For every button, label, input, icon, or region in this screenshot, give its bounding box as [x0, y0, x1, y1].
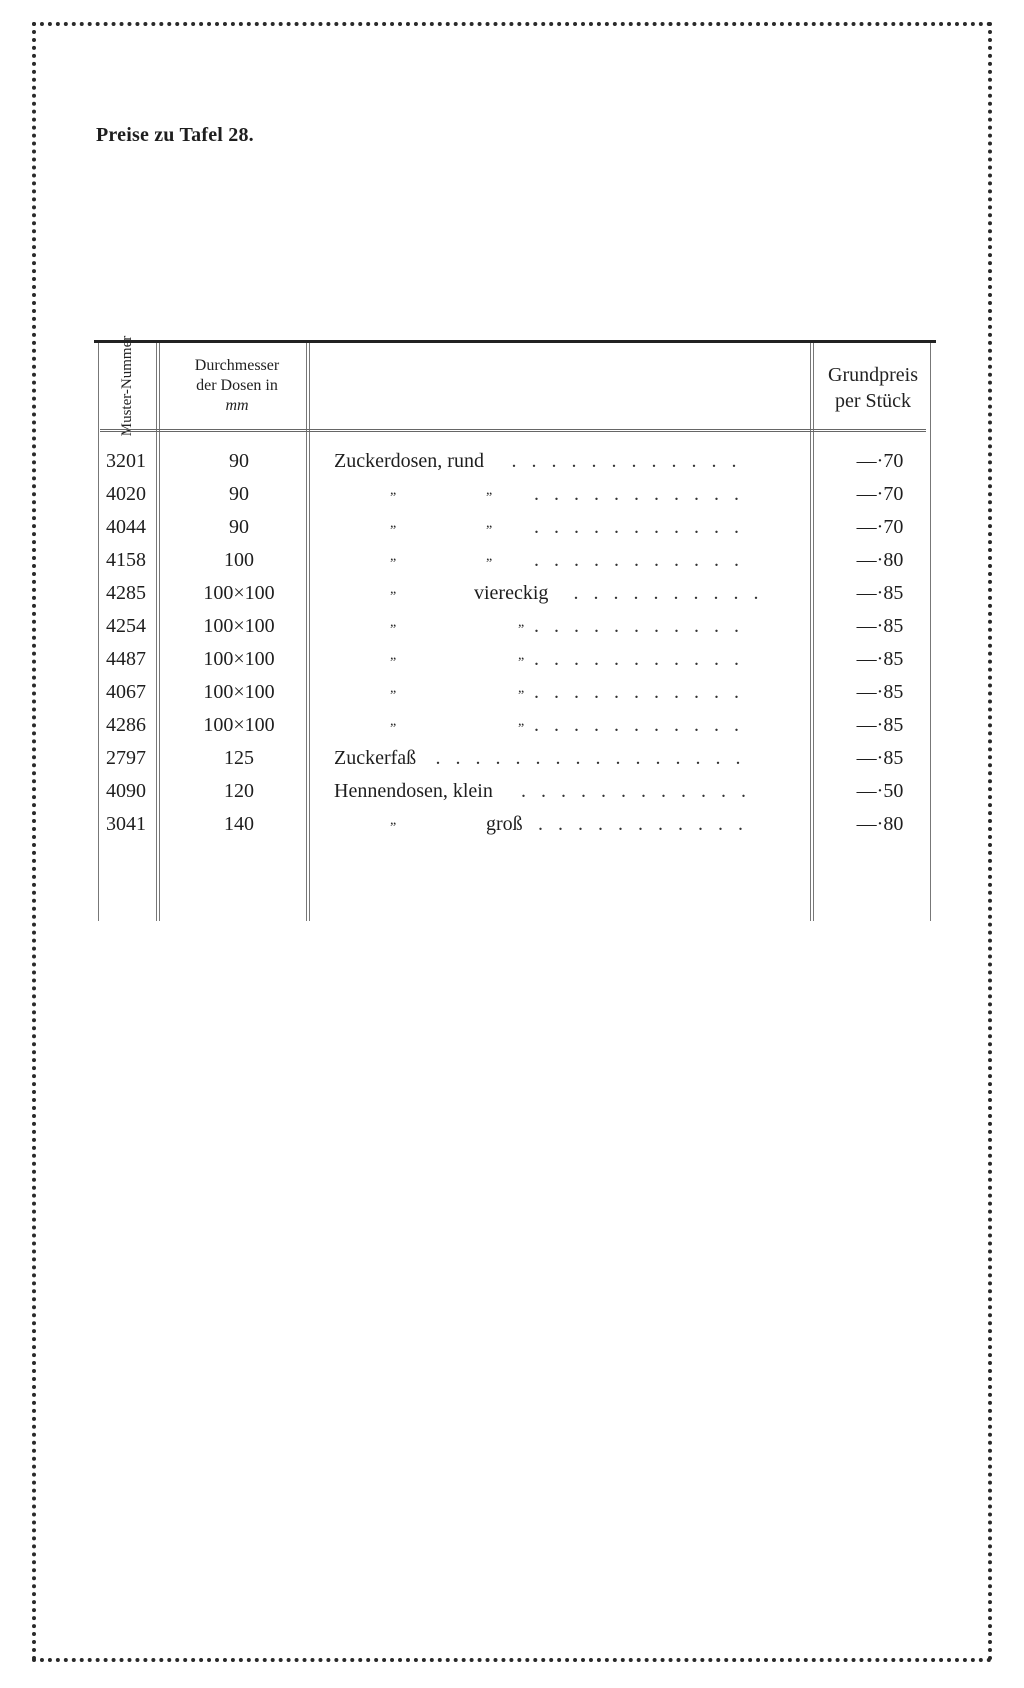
header-grundpreis-line2: per Stück	[834, 390, 912, 412]
durchmesser-cell: 90	[229, 516, 249, 538]
ditto-mark: „	[518, 681, 525, 696]
ditto-mark: „	[486, 549, 493, 564]
leader-dots: ...........	[534, 714, 754, 736]
header-durchmesser	[162, 356, 312, 416]
header-rule	[100, 429, 926, 432]
price-cell: —·80	[856, 549, 904, 571]
price-cell: —·70	[856, 516, 904, 538]
leader-dots: ...........	[534, 681, 754, 703]
ditto-mark: „	[390, 582, 397, 597]
durchmesser-cell: 125	[224, 747, 254, 769]
muster-nummer-cell: 2797	[106, 747, 146, 769]
ditto-mark: „	[390, 483, 397, 498]
muster-nummer-cell: 4020	[106, 483, 146, 505]
durchmesser-cell: 140	[224, 813, 254, 835]
price-cell: —·70	[856, 450, 904, 472]
durchmesser-cell: 100×100	[203, 681, 275, 703]
muster-nummer-cell: 3201	[106, 450, 146, 472]
leader-dots: ..........	[573, 582, 774, 604]
header-grundpreis-line1: Grundpreis	[828, 364, 918, 386]
ditto-mark: „	[518, 615, 525, 630]
leader-dots: ............	[521, 780, 761, 802]
ditto-mark: „	[390, 549, 397, 564]
price-cell: —·50	[856, 780, 904, 802]
table-row	[94, 578, 936, 611]
ditto-mark: „	[390, 813, 397, 828]
price-cell: —·85	[856, 582, 904, 604]
durchmesser-cell: 100×100	[203, 615, 275, 637]
muster-nummer-cell: 4285	[106, 582, 146, 604]
description-cell: groß	[486, 813, 523, 835]
table-row	[94, 611, 936, 644]
table-row	[94, 677, 936, 710]
ditto-mark: „	[390, 648, 397, 663]
price-cell: —·70	[856, 483, 904, 505]
header-grundpreis	[808, 362, 938, 414]
price-cell: —·85	[856, 747, 904, 769]
table-row	[94, 776, 936, 809]
leader-dots: ...........	[534, 516, 754, 538]
durchmesser-cell: 100×100	[203, 714, 275, 736]
leader-dots: ...........	[534, 483, 754, 505]
durchmesser-cell: 100	[224, 549, 254, 571]
header-muster-nummer-label: Muster-Nummer	[119, 335, 135, 437]
muster-nummer-cell: 4090	[106, 780, 146, 802]
table-row	[94, 644, 936, 677]
description-cell: Zuckerdosen, rund	[334, 450, 484, 472]
price-table	[94, 335, 936, 924]
leader-dots: ...........	[534, 615, 754, 637]
price-cell: —·85	[856, 648, 904, 670]
muster-nummer-cell: 3041	[106, 813, 146, 835]
description-cell: Hennendosen, klein	[334, 780, 493, 802]
ditto-mark: „	[486, 483, 493, 498]
ditto-mark: „	[486, 516, 493, 531]
durchmesser-cell: 100×100	[203, 648, 275, 670]
ditto-mark: „	[390, 516, 397, 531]
muster-nummer-cell: 4044	[106, 516, 146, 538]
table-row	[94, 512, 936, 545]
muster-nummer-cell: 4254	[106, 615, 146, 637]
ditto-mark: „	[390, 681, 397, 696]
price-cell: —·85	[856, 681, 904, 703]
durchmesser-cell: 100×100	[203, 582, 275, 604]
price-cell: —·80	[856, 813, 904, 835]
ditto-mark: „	[390, 714, 397, 729]
leader-dots: ...........	[534, 549, 754, 571]
table-row	[94, 743, 936, 776]
price-cell: —·85	[856, 615, 904, 637]
muster-nummer-cell: 4067	[106, 681, 146, 703]
description-cell: Zuckerfaß	[334, 747, 417, 769]
durchmesser-cell: 120	[224, 780, 254, 802]
leader-dots: ................	[435, 747, 756, 769]
table-row	[94, 446, 936, 479]
muster-nummer-cell: 4158	[106, 549, 146, 571]
ditto-mark: „	[518, 648, 525, 663]
durchmesser-cell: 90	[229, 483, 249, 505]
header-durchmesser-line2: der Dosen in	[196, 377, 278, 394]
description-cell: viereckig	[474, 582, 549, 604]
table-row	[94, 479, 936, 512]
page-title: Preise zu Tafel 28.	[96, 124, 254, 146]
table-body	[94, 446, 936, 842]
header-muster-nummer	[98, 335, 156, 437]
ditto-mark: „	[518, 714, 525, 729]
muster-nummer-cell: 4286	[106, 714, 146, 736]
header-durchmesser-line1: Durchmesser	[194, 357, 280, 374]
durchmesser-cell: 90	[229, 450, 249, 472]
table-row	[94, 710, 936, 743]
ditto-mark: „	[390, 615, 397, 630]
leader-dots: ...........	[538, 813, 758, 835]
table-row	[94, 809, 936, 842]
table-row	[94, 545, 936, 578]
leader-dots: ............	[511, 450, 752, 472]
leader-dots: ...........	[534, 648, 754, 670]
muster-nummer-cell: 4487	[106, 648, 146, 670]
price-cell: —·85	[856, 714, 904, 736]
header-durchmesser-unit: mm	[225, 397, 249, 414]
